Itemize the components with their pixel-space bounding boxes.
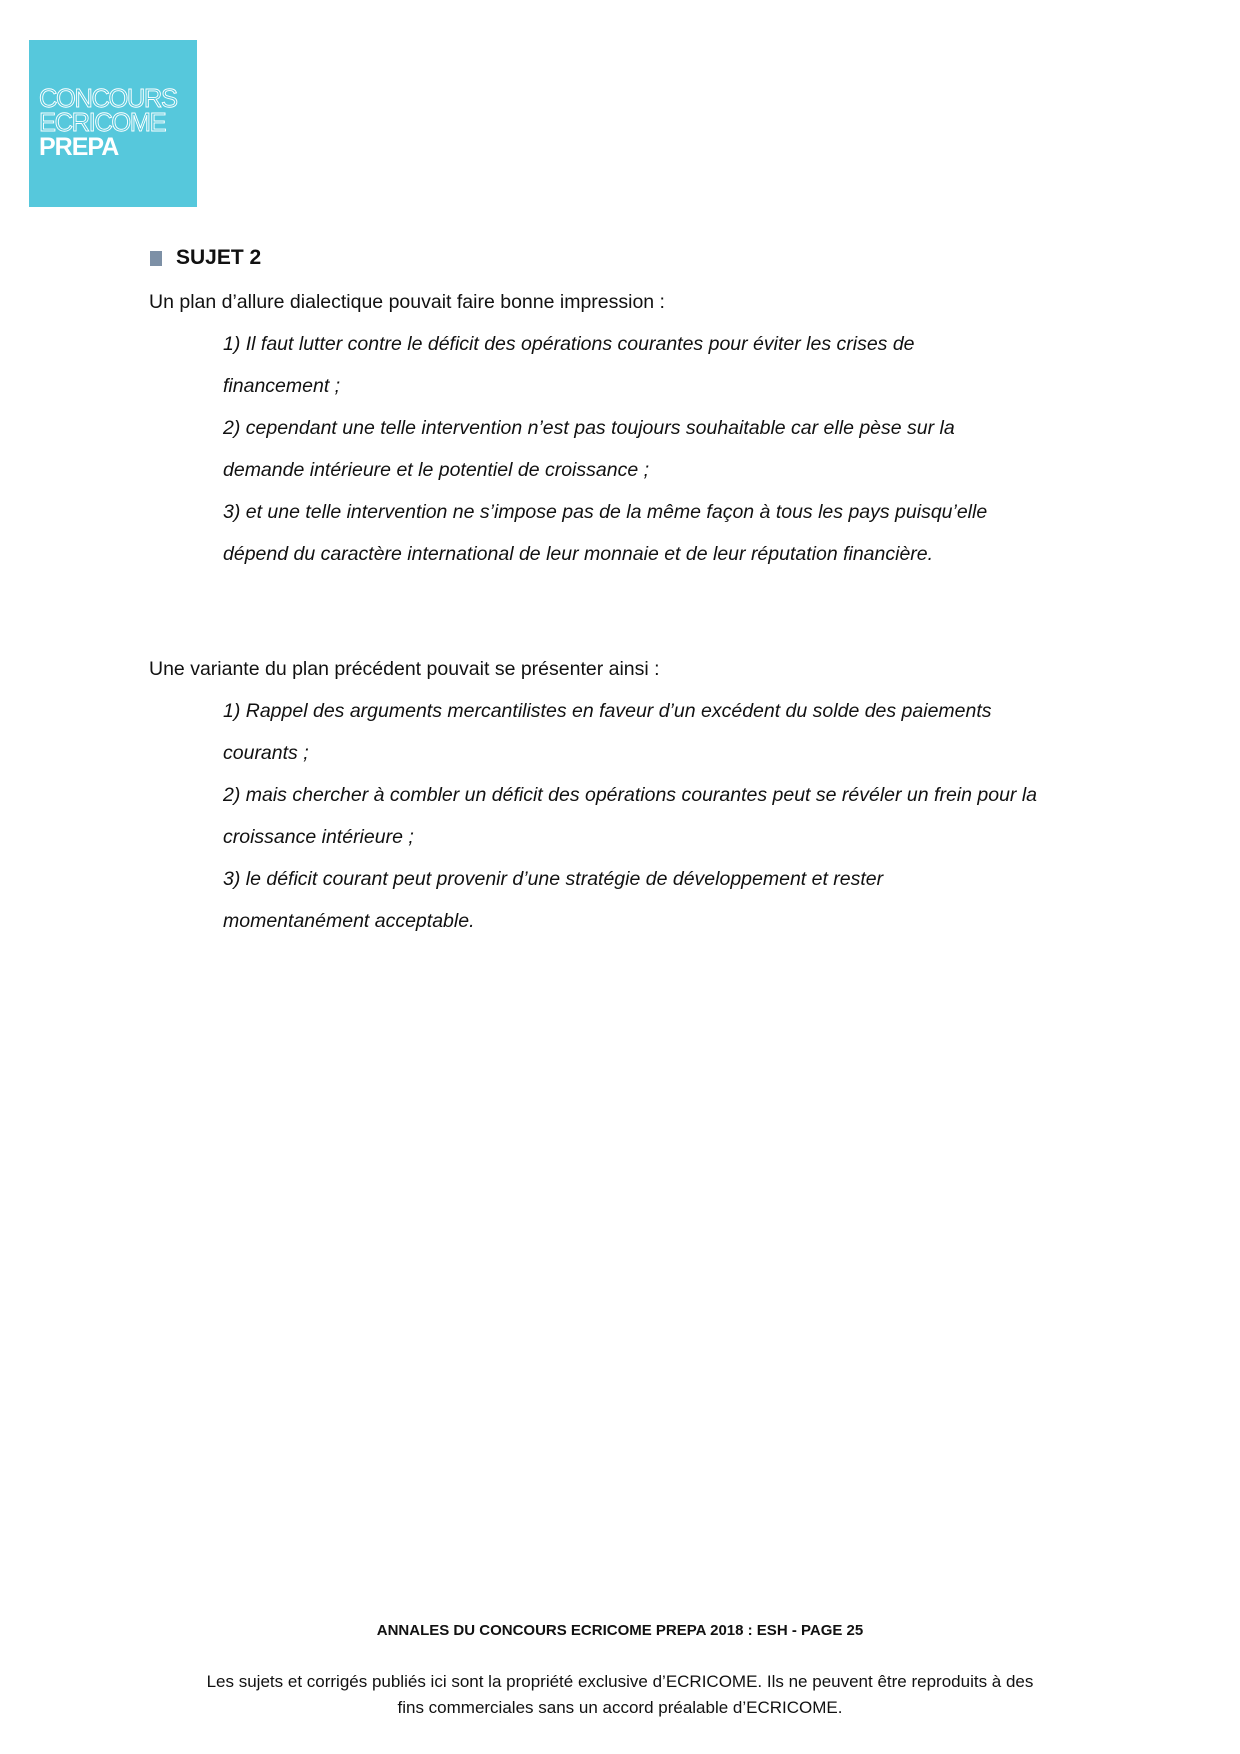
list-line: 1) Il faut lutter contre le déficit des opérations courantes pour éviter les crises de <box>223 333 915 355</box>
plan2-intro: Une variante du plan précédent pouvait se présenter ainsi : <box>149 658 660 680</box>
plan1-list <box>223 323 1123 575</box>
logo-line-concours: CONCOURS <box>39 85 177 113</box>
list-line: 3) le déficit courant peut provenir d’une stratégie de développement et rester <box>223 868 884 890</box>
ecricome-logo <box>29 40 197 207</box>
footer-title: ANNALES DU CONCOURS ECRICOME PREPA 2018 : ESH - PAGE 25 <box>376 1622 864 1639</box>
plan2-list <box>223 690 1123 942</box>
list-line: momentanément acceptable. <box>223 910 475 932</box>
section-heading <box>150 246 261 270</box>
list-line: financement ; <box>223 375 341 397</box>
list-line: dépend du caractère international de leur monnaie et de leur réputation financière. <box>223 543 934 565</box>
list-line: demande intérieure et le potentiel de croissance ; <box>223 459 650 481</box>
list-line: 2) cependant une telle intervention n’est pas toujours souhaitable car elle pèse sur la <box>223 417 955 439</box>
logo-wordmark <box>39 87 177 159</box>
plan1-intro: Un plan d’allure dialectique pouvait faire bonne impression : <box>149 291 665 313</box>
logo-line-ecricome: ECRICOME <box>39 109 166 137</box>
list-line: courants ; <box>223 742 309 764</box>
logo-line-prepa: PREPA <box>39 133 119 161</box>
list-line: 1) Rappel des arguments mercantilistes en faveur d’un excédent du solde des paiements <box>223 700 992 722</box>
footer-note-line: Les sujets et corrigés publiés ici sont la propriété exclusive d’ECRICOME. Ils ne peuvent être reproduits à des <box>206 1672 1034 1691</box>
footer-copyright-note <box>0 1669 1240 1721</box>
list-line: croissance intérieure ; <box>223 826 414 848</box>
list-line: 3) et une telle intervention ne s’impose pas de la même façon à tous les pays puisqu’elle <box>223 501 988 523</box>
section-title: SUJET 2 <box>176 246 262 269</box>
square-bullet-icon <box>150 251 162 266</box>
list-line: 2) mais chercher à combler un déficit des opérations courantes peut se révéler un frein pour la <box>223 784 1038 806</box>
footer-note-line: fins commerciales sans un accord préalable d’ECRICOME. <box>397 1698 843 1717</box>
